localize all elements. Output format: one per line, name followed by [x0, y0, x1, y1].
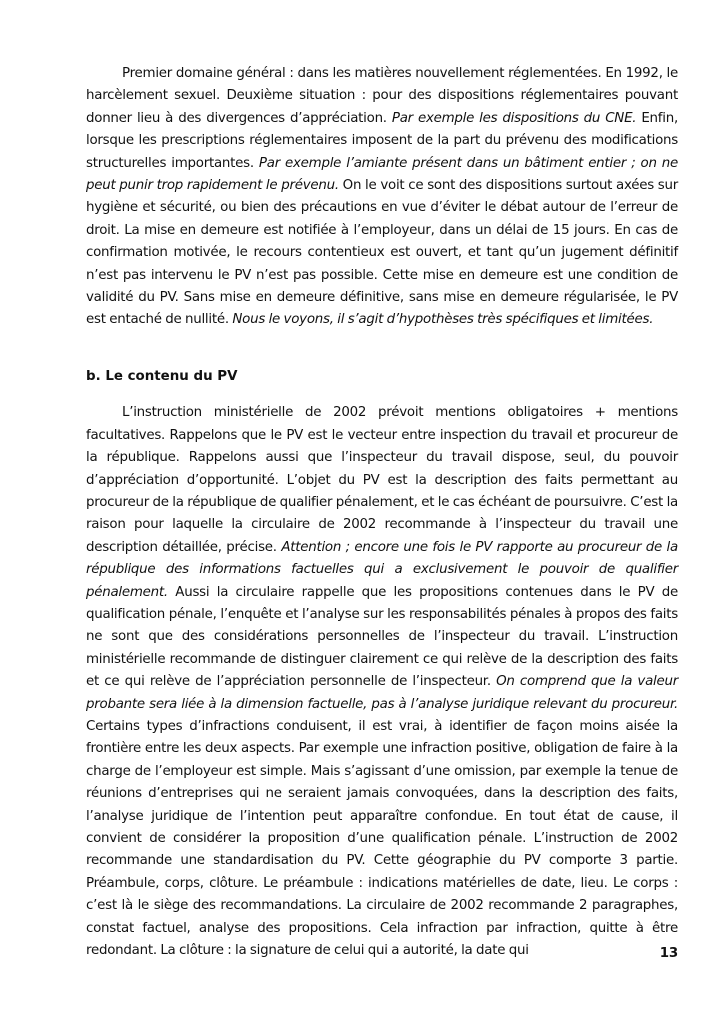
paragraph-2-segment: Certains types d’infractions conduisent, il est vrai, à identifier de façon moins aisée la frontière entre les deux aspects. Par exemple une infraction positive, obligation de faire à la charge de l’employeur est simple. Mais s’agissant d’une omission, par exemple la tenue de réunions d’entreprises qui ne seraient jamais convoquées, dans la description des faits, l’analyse juridique de l’intention peut apparaître confondue. En tout état de cause, il convient de considérer la proposition d’une qualification pénale. L’instruction de 2002 recommande une standardisation du PV. Cette géographie du PV comporte 3 partie. Préambule, corps, clôture. Le préambule : indications matérielles de date, lieu. Le corps : c’est là le siège des recommandations. La circulaire de 2002 recommande 2 paragraphes, constat factuel, analyse des propositions. Cela infraction par infraction, quitte à être redondant. La clôture : la signature de celui qui a autorité, la date qui — [86, 718, 678, 959]
paragraph-1-segment: Par exemple les dispositions du CNE. — [391, 110, 637, 126]
paragraph-2-segment: Attention ; encore une fois le PV rapporte au procureur de la république des informations factuelles qui a exclusivement le pouvoir de qualifier pénalement. — [86, 539, 678, 600]
paragraph-1-segment: On le voit ce sont des dispositions surtout axées sur hygiène et sécurité, ou bien des précautions en vue d’éviter le débat autour de l’erreur de droit. La mise en demeure est notifiée à l’employeur, dans un délai de 15 jours. En cas de confirmation motivée, le recours contentieux est ouvert, et tant qu’un jugement définitif n’est pas intervenu le PV n’est pas possible. Cette mise en demeure est une condition de validité du PV. Sans mise en demeure définitive, sans mise en demeure régularisée, le PV est entaché de nullité. — [86, 178, 678, 328]
paragraph-1-segment: Premier domaine général : dans les matières nouvellement réglementées. En 1992, le harcèlement sexuel. Deuxième situation : pour des dispositions réglementaires pouvant donner lieu à des divergences d’appréciation. — [86, 66, 678, 126]
paragraph-2-segment: L’instruction ministérielle de 2002 prévoit mentions obligatoires + mentions facultatives. Rappelons que le PV est le vecteur entre inspection du travail et procureur de la république. Rappelons aussi que l’inspecteur du travail dispose, seul, du pouvoir d’appréciation d’opportunité. L’objet du PV est la description des faits permettant au procureur de la république de qualifier pénalement, et le cas échéant de poursuivre. C’est la raison pour laquelle la circulaire de 2002 recommande à l’inspecteur du travail une description détaillée, précise. — [86, 405, 678, 555]
section-heading: b. Le contenu du PV — [86, 368, 238, 384]
paragraph-1-segment: Enfin, lorsque les prescriptions réglementaires imposent de la part du prévenu des modifications structurelles importantes. — [86, 110, 678, 171]
page-content — [86, 63, 678, 962]
paragraph-2-segment: On comprend que la valeur probante sera liée à la dimension factuelle, pas à l’analyse juridique relevant du procureur. — [86, 674, 678, 712]
paragraph-2 — [86, 402, 678, 962]
paragraph-1-segment: Par exemple l’amiante présent dans un bâtiment entier ; on ne peut punir trop rapidement le prévenu. — [86, 155, 678, 194]
paragraph-2-segment: Aussi la circulaire rappelle que les propositions contenues dans le PV de qualification pénale, l’enquête et l’analyse sur les responsabilités pénales à propos des faits ne sont que des considérations personnelles de l’inspecteur du travail. L’instruction ministérielle recommande de distinguer clairement ce qui relève de la description des faits et ce qui relève de l’appréciation personnelle de l’inspecteur. — [86, 584, 678, 690]
paragraph-1 — [86, 63, 678, 332]
page-number: 13 — [659, 946, 678, 961]
paragraph-1-segment: Nous le voyons, il s’agit d’hypothèses très spécifiques et limitées. — [232, 312, 654, 328]
